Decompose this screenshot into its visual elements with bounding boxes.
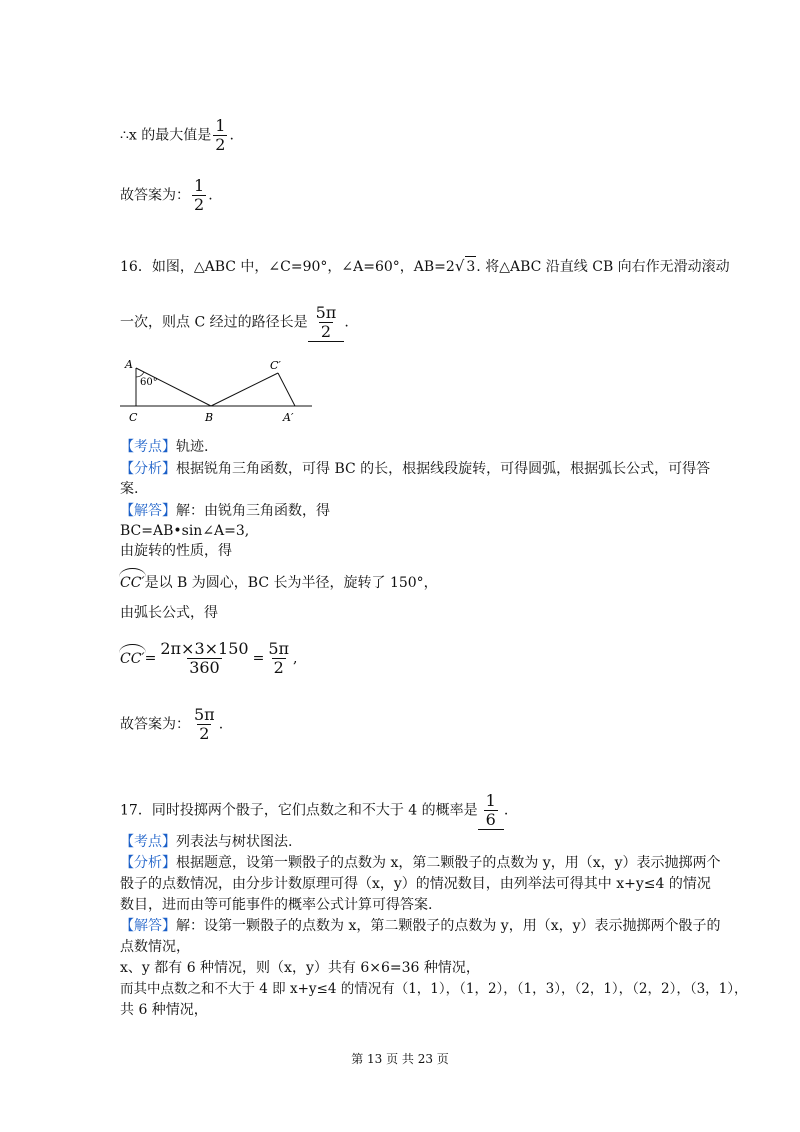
q16-fenxi: 【分析】根据锐角三角函数，可得 BC 的长，根据线段旋转，可得圆弧，根据弧长公式，可得答 [120, 461, 711, 477]
label-b: B [205, 411, 214, 424]
q16-stem-line1: 16．如图，△ABC 中，∠C=90°，∠A=60°，AB=2√ 3. 将△ABC 沿直线 CB 向右作无滑动滚动 [120, 257, 730, 275]
segment-bc2 [211, 373, 278, 406]
q16-rotation-line: 由旋转的性质，得 [120, 543, 232, 559]
q16-jieda: 【解答】解：由锐角三角函数，得 [120, 503, 330, 519]
prev-answer-line: 故答案为： $\frac{1}{2}$ . [120, 176, 213, 214]
label-a: A [125, 358, 133, 371]
q17-kaodian: 【考点】列表法与树状图法. [120, 834, 293, 850]
q17-answer-blank: $\frac{1}{6}$ [478, 792, 504, 830]
calc-result-fraction: $\frac{5\pi}{2}$ [268, 639, 290, 677]
q17-fenxi: 【分析】根据题意，设第一颗骰子的点数为 x，第二颗骰子的点数为 y，用（x，y）表示抛掷两个 [120, 855, 721, 871]
q17-line-c: 共 6 种情况， [120, 1002, 208, 1018]
q16-calculation: CC′= $\frac{2\pi\times 3\times 150}{360}$ = $\frac{5\pi}{2}$ , [120, 639, 298, 677]
label-a-prime: A′ [283, 411, 294, 424]
label-c: C [129, 411, 138, 424]
q17-stem: 17．同时投掷两个骰子，它们点数之和不大于 4 的概率是 $\frac{1}{6}$ . [120, 791, 509, 829]
triangle-rolling-figure [116, 355, 316, 430]
q16-arc-line: CC′是以 B 为圆心，BC 长为半径，旋转了 150°， [120, 570, 438, 593]
label-angle: 60° [140, 377, 158, 388]
q16-kaodian: 【考点】轨迹. [120, 439, 209, 455]
q16-final-answer: 故答案为： $\frac{5\pi}{2}$ . [120, 705, 224, 743]
q16-stem-line2: 一次，则点 C 经过的路径长是 $\frac{5\pi}{2}$ . [120, 303, 349, 341]
page-footer: 第 13 页 共 23 页 [351, 1052, 449, 1066]
label-c-prime: C′ [270, 359, 281, 372]
max-value-fraction: $\frac{1}{2}$ [215, 116, 226, 154]
answer-fraction: $\frac{1}{2}$ [194, 176, 205, 214]
q17-line-a: x、y 都有 6 种情况，则（x，y）共有 6×6=36 种情况， [120, 960, 480, 976]
q16-bc-line: BC=AB•sin∠A=3, [120, 523, 250, 539]
sqrt-value: 3 [465, 256, 476, 277]
arc-cc-prime: CC′ [120, 570, 145, 593]
q17-line-b: 而其中点数之和不大于 4 即 x+y≤4 的情况有（1，1），（1，2），（1，3），（2，1），（2，2），（3，1）， [120, 981, 748, 997]
q16-answer-blank: $\frac{5\pi}{2}$ [308, 304, 345, 342]
q17-jieda: 【解答】解：设第一颗骰子的点数为 x，第二颗骰子的点数为 y，用（x，y）表示抛掷两个骰子的 [120, 918, 721, 934]
answer-prefix: 故答案为： [120, 187, 190, 204]
q16-formula-line: 由弧长公式，得 [120, 605, 218, 621]
max-value-prefix: ∴x 的最大值是 [120, 127, 212, 144]
segment-c2a2 [278, 373, 295, 406]
calc-fraction: $\frac{2\pi\times 3\times 150}{360}$ [160, 639, 249, 677]
max-value-line: ∴x 的最大值是 $\frac{1}{2}$ . [120, 116, 234, 154]
